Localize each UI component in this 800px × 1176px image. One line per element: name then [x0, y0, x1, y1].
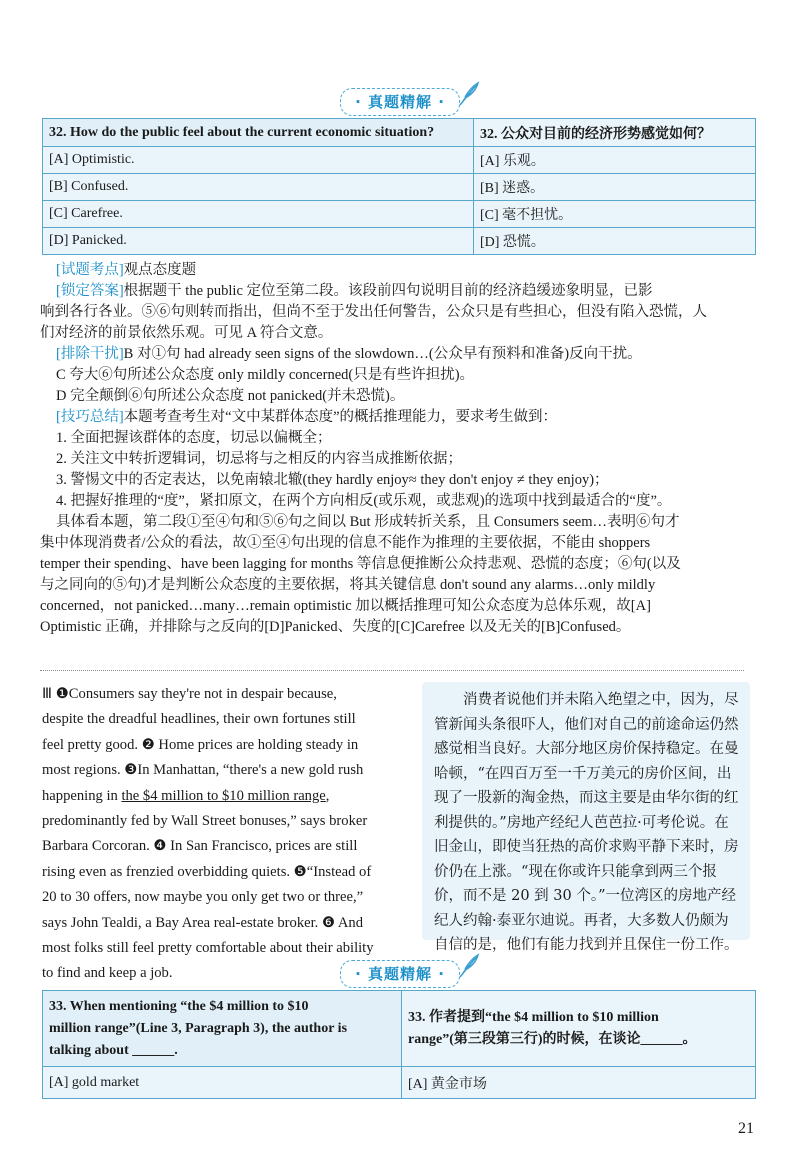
zhenti-jingjie-badge: · 真题精解 ·	[340, 960, 460, 988]
tips-line: [技巧总结]本题考查考生对“文中某群体态度”的概括推理能力，要求考生做到：	[56, 409, 558, 425]
detail-line: 集中体现消费者/公众的看法，故①至④句出现的信息不能作为推理的主要依据，不能由 shoppers	[40, 535, 651, 551]
underlined-phrase: the $4 million to $10 million range	[121, 787, 326, 804]
translation-text: 消费者说他们并未陷入绝望之中，因为，尽管新闻头条很吓人，他们对自己的前途命运仍然感觉相当良好。大部分地区房价保持稳定。在曼哈顿，“在四百万至一千万美元的房价区间，出现了一股新的淘金热，而这主要是由华尔街的红利提供的。”房地产经纪人芭芭拉·可考伦说。在旧金山，即使当狂热的高价求购平静下来时，房价仍在上涨。“现在你或许只能拿到两三个报价，而不是 20 到 30 个。”一位湾区的房地产经纪人约翰·泰亚尔迪说。再者，大多数人仍颇为自信的是，他们有能力找到并且保住一份工作。	[434, 692, 739, 953]
tip-item: 3. 警惕文中的否定表达，以免南辕北辙(they hardly enjoy≈ they don't enjoy ≠ they enjoy)；	[56, 472, 609, 488]
answer-tag: [锁定答案]	[56, 283, 124, 299]
feather-icon	[457, 953, 481, 979]
exclude-tag: [排除干扰]	[56, 346, 124, 362]
q32-option-d-en: [D] Panicked.	[43, 228, 474, 255]
passage-paragraph: Ⅲ ❶Consumers say they're not in despair because, despite the dreadful headlines, their own fortunes still feel pretty good. ❷ Home prices are holding steady in most regions. ❸In Manhattan, “there's a new gold rush happening in the $4 million to $10 million range, predominantly fed by Wall Street bonuses,” says broker Barbara Corcoran. ❹ In San Francisco, prices are still rising even as frenzied overbidding quiets. ❺“Instead of 20 to 30 offers, now maybe you only get two or three,” says John Tealdi, a Bay Area real-estate broker. ❻ And most folks still feel pretty comfortable about their ability to find and keep a job.	[42, 686, 374, 982]
q32-option-c-en: [C] Carefree.	[43, 201, 474, 228]
translation-box	[422, 682, 750, 953]
q32-option-b-zh: [B] 迷惑。	[474, 174, 756, 201]
detail-line: temper their spending、have been lagging for months 等信息便推断公众持悲观、恐慌的态度；⑥句(以及	[40, 556, 681, 572]
feather-icon	[457, 81, 481, 107]
q32-option-d-zh: [D] 恐慌。	[474, 228, 756, 255]
q32-en-stem: 32. How do the public feel about the current economic situation?	[43, 119, 474, 147]
q32-option-a-zh: [A] 乐观。	[474, 147, 756, 174]
q32-zh-stem: 32. 公众对目前的经济形势感觉如何？	[474, 119, 756, 147]
answer-line: [锁定答案]根据题干 the public 定位至第二段。该段前四句说明目前的经济趋缓迹象明显，已影	[56, 283, 653, 299]
detail-line: concerned，not panicked…many…remain optimistic 加以概括推理可知公众态度为总体乐观，故[A]	[40, 598, 651, 614]
kaodian-tag: [试题考点]	[56, 262, 124, 278]
question-32-table	[42, 118, 756, 255]
analysis-section: [试题考点]观点态度题 [锁定答案]根据题干 the public 定位至第二段。该段前四句说明目前的经济趋缓迹象明显，已影 响到各行各业。⑤⑥句则转而指出，但尚不至于发出任何警告，公众只是有些担心，但没有陷入恐慌，人 们对经济的前景依然乐观。可见 A 符合文意。 [排除干扰]B 对①句 had already seen signs of the slowdown…(公众早有预料和准备)反向干扰。 C 夸大⑥句所述公众态度 only mildly concerned(只是有些许担扰)。 D 完全颠倒⑥句所述公众态度 not panicked(并未恐慌)。 [技巧总结]本题考查考生对“文中某群体态度”的概括推理能力，要求考生做到： 1. 全面把握该群体的态度，切忌以偏概全； 2. 关注文中转折逻辑词，切忌将与之相反的内容当成推断依据； 3. 警惕文中的否定表达，以免南辕北辙(they hardly enjoy≈ they don't enjoy ≠ they enjoy)； 4. 把握好推理的“度”，紧扣原文，在两个方向相反(或乐观，或悲观)的选项中找到最适合的“度”。 具体看本题，第二段①至④句和⑤⑥句之间以 But 形成转折关系，且 Consumers seem…表明⑥句才 集中体现消费者/公众的看法，故①至④句出现的信息不能作为推理的主要依据，不能由 shoppers temper their spending、have been lagging for months 等信息便推断公众持悲观、恐慌的态度；⑥句(以及 与之同向的⑤句)才是判断公众态度的主要依据，将其关键信息 don't sound any alarms…only mildly concerned，not panicked…many…remain optimistic 加以概括推理可知公众态度为总体乐观，故[A] Optimistic 正确，并排除与之反向的[D]Panicked、失度的[C]Carefree 以及无关的[B]Confused。	[56, 260, 746, 638]
tip-item: 4. 把握好推理的“度”，紧扣原文，在两个方向相反(或乐观，或悲观)的选项中找到最适合的“度”。	[56, 493, 672, 509]
detail-line: Optimistic 正确，并排除与之反向的[D]Panicked、失度的[C]Carefree 以及无关的[B]Confused。	[40, 619, 631, 635]
tip-item: 2. 关注文中转折逻辑词，切忌将与之相反的内容当成推断依据；	[56, 451, 462, 467]
q32-option-b-en: [B] Confused.	[43, 174, 474, 201]
q33-option-a-en: [A] gold market	[43, 1067, 402, 1099]
kaodian-line: [试题考点]观点态度题	[56, 262, 197, 278]
detail-line: 具体看本题，第二段①至④句和⑤⑥句之间以 But 形成转折关系，且 Consumers seem…表明⑥句才	[56, 514, 680, 530]
tip-item: 1. 全面把握该群体的态度，切忌以偏概全；	[56, 430, 332, 446]
detail-line: 与之同向的⑤句)才是判断公众态度的主要依据，将其关键信息 don't sound any alarms…only mildly	[40, 577, 656, 593]
tips-tag: [技巧总结]	[56, 409, 124, 425]
q33-en-stem: 33. When mentioning “the $4 million to $10 million range”(Line 3, Paragraph 3), the author is talking about ______.	[43, 991, 402, 1067]
question-33-table	[42, 990, 756, 1099]
q33-zh-stem: 33. 作者提到“the $4 million to $10 million range”(第三段第三行)的时候，在谈论______。	[402, 991, 756, 1067]
section-header-2	[0, 960, 800, 988]
section-header-1	[0, 88, 800, 116]
q33-option-a-zh: [A] 黄金市场	[402, 1067, 756, 1099]
q32-option-a-en: [A] Optimistic.	[43, 147, 474, 174]
page-number: 21	[738, 1120, 754, 1137]
divider	[40, 670, 744, 671]
zhenti-jingjie-badge: · 真题精解 ·	[340, 88, 460, 116]
exclude-line: [排除干扰]B 对①句 had already seen signs of the slowdown…(公众早有预料和准备)反向干扰。	[56, 346, 642, 362]
q32-option-c-zh: [C] 毫不担忧。	[474, 201, 756, 228]
